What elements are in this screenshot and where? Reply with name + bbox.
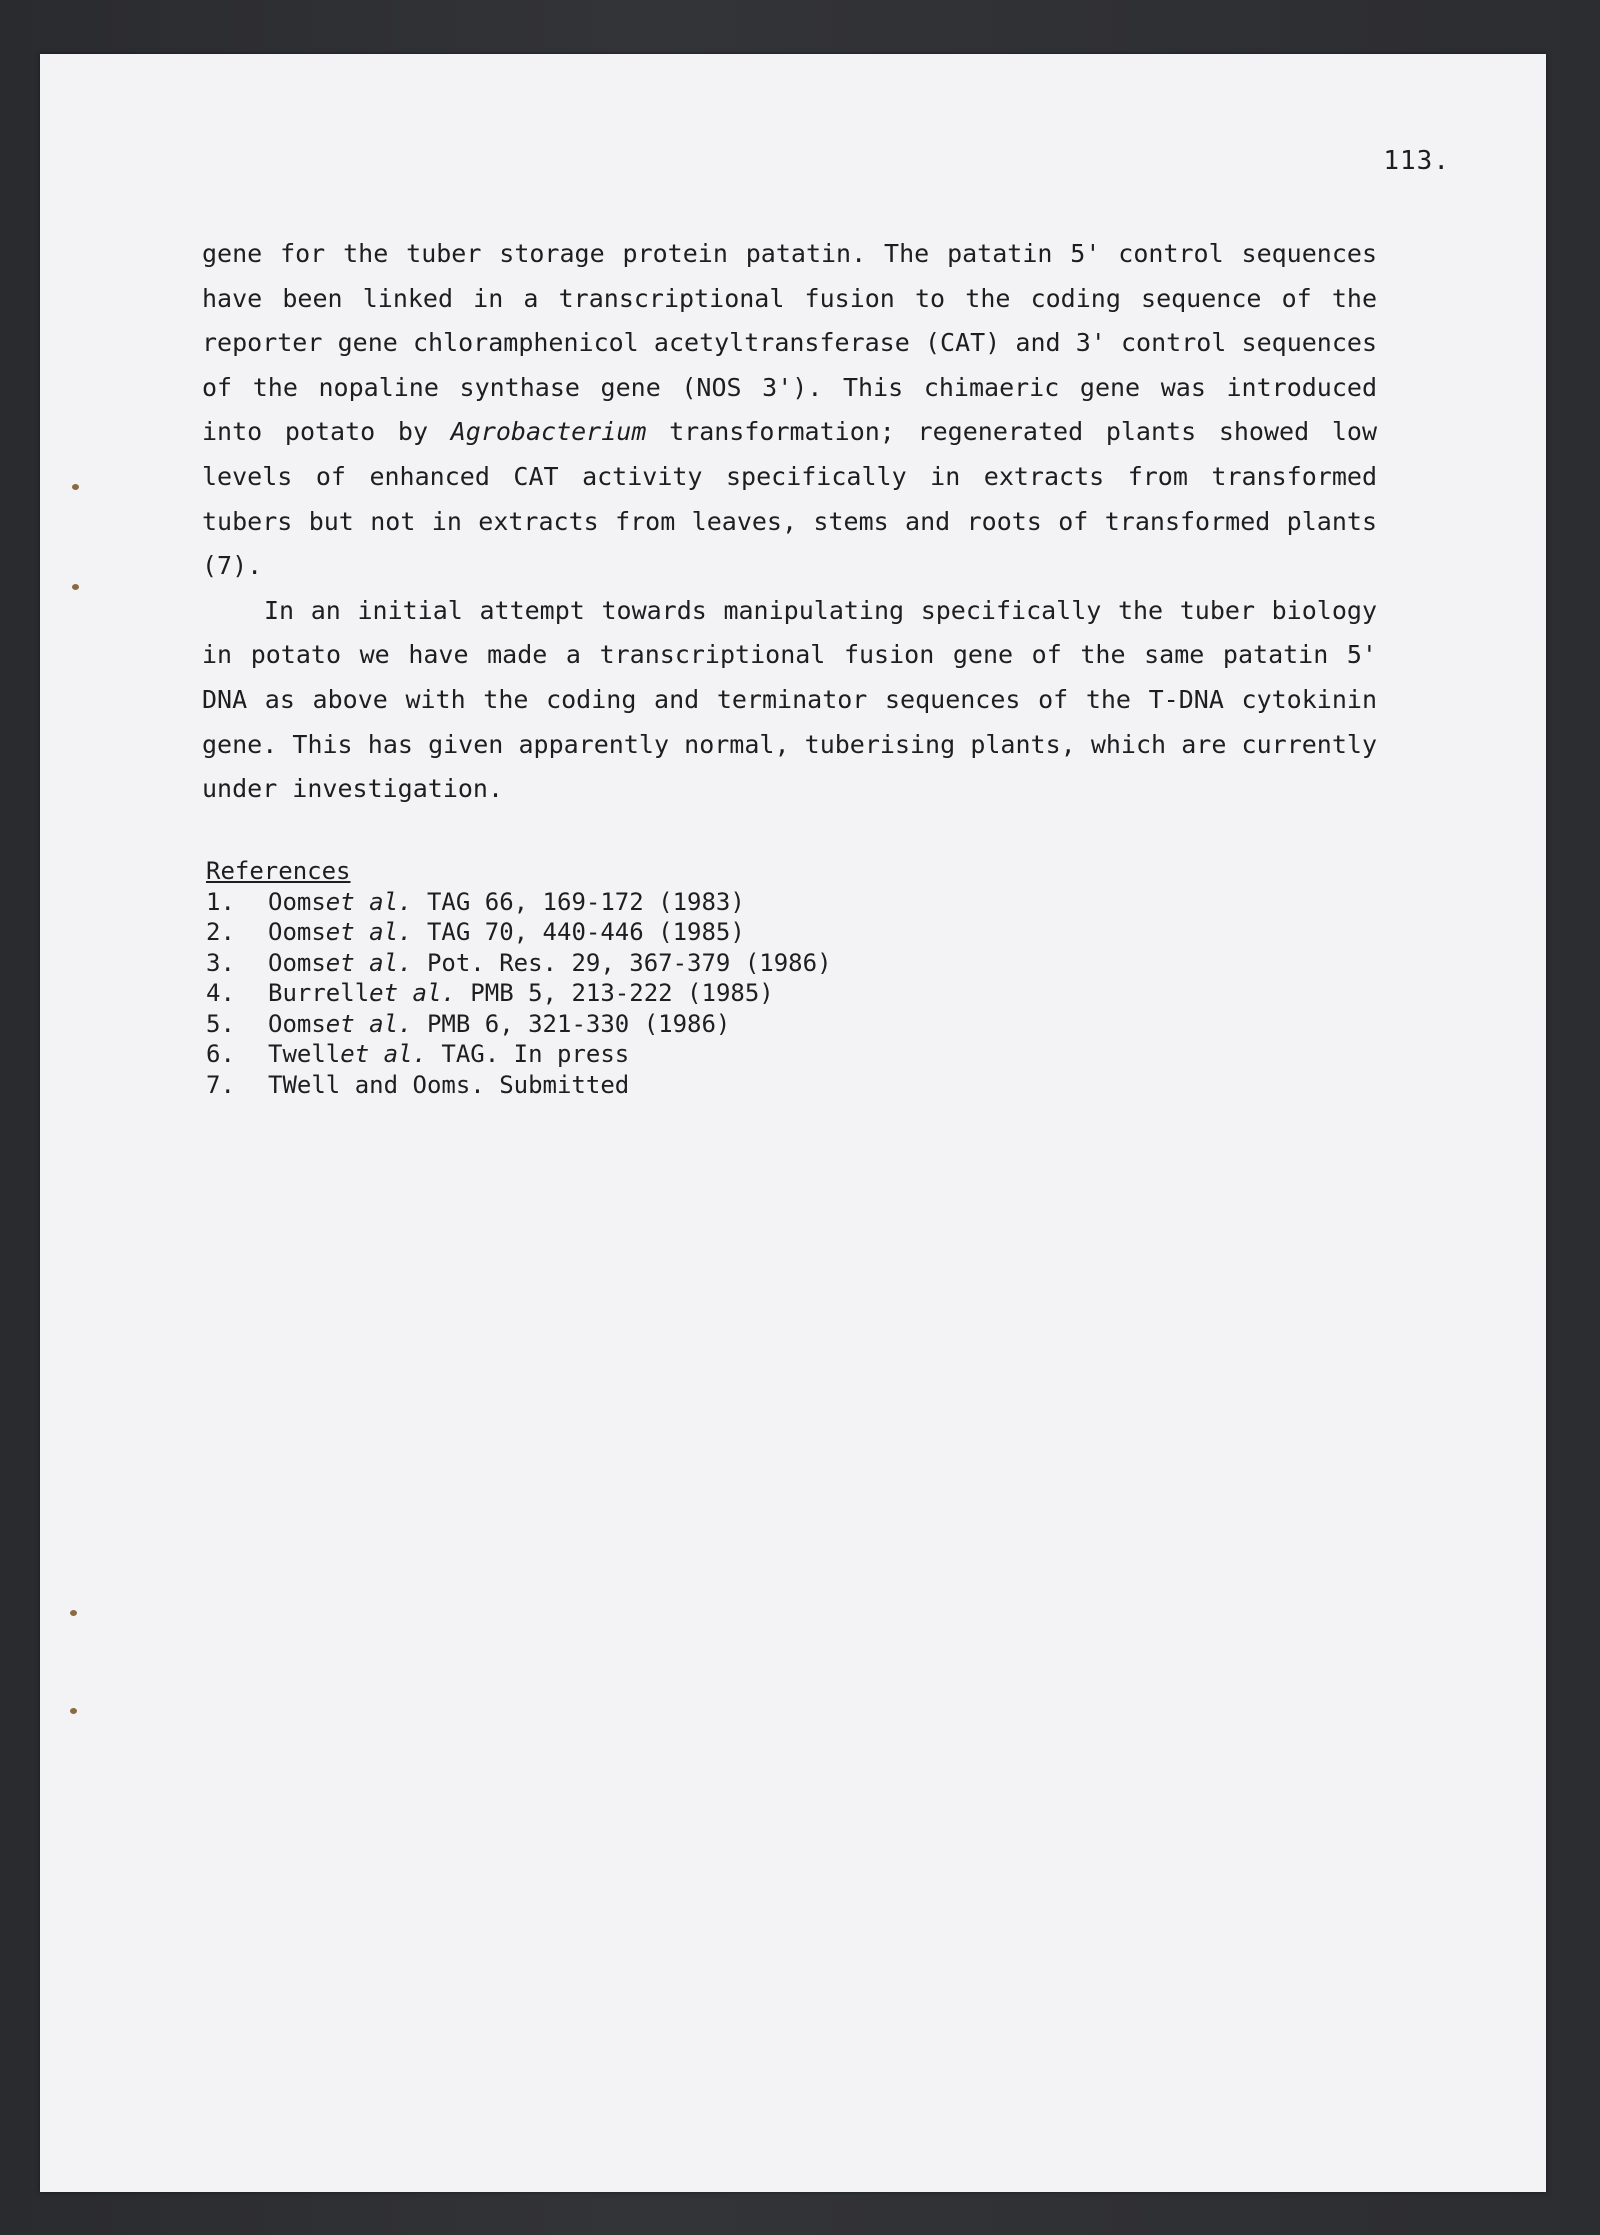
- reference-number: 1.: [206, 887, 235, 916]
- reference-citation: PMB 5, 213-222 (1985): [455, 979, 774, 1007]
- document-page: [40, 54, 1546, 2192]
- reference-number: 7.: [206, 1070, 235, 1099]
- text-run: In an initial attempt towards manipulating specifically the tuber biology in potato we have made a transcriptional fusion gene of the same patatin 5' DNA as above with the coding and terminator sequences of the T-DNA cytokinin gene. This has given apparently normal, tuberising plants, which are currently under investigation.: [202, 595, 1377, 804]
- paragraph: [202, 589, 1377, 812]
- reference-item: [206, 948, 1006, 979]
- reference-number: 4.: [206, 979, 235, 1007]
- punch-hole-mark: [72, 484, 79, 490]
- punch-hole-mark: [72, 584, 79, 590]
- reference-citation: Pot. Res. 29, 367-379 (1986): [412, 948, 832, 977]
- body-text: [202, 232, 1377, 812]
- reference-etal: et al.: [325, 887, 413, 916]
- reference-author: Ooms: [268, 1009, 326, 1038]
- reference-etal: et al.: [325, 918, 413, 946]
- reference-citation: TAG. In press: [426, 1040, 630, 1068]
- reference-item: [206, 1070, 1006, 1101]
- references-list: [206, 887, 1006, 1101]
- text-run: transformation; regenerated plants showed low levels of enhanced CAT activity specifically in extracts from transformed tubers but not in extracts from leaves, stems and roots of transformed plants (7).: [202, 417, 1377, 581]
- reference-item: [206, 1039, 1006, 1070]
- reference-item: [206, 1009, 1006, 1040]
- reference-item: [206, 978, 1006, 1009]
- reference-author: Twell: [268, 1040, 341, 1068]
- reference-item: [206, 887, 1006, 918]
- reference-citation: PMB 6, 321-330 (1986): [412, 1009, 731, 1038]
- page-number: 113.: [1383, 146, 1450, 176]
- italic-text-run: Agrobacterium: [450, 417, 647, 447]
- reference-citation: TAG 70, 440-446 (1985): [412, 918, 745, 946]
- reference-etal: et al.: [369, 979, 456, 1007]
- reference-number: 3.: [206, 948, 235, 977]
- punch-hole-mark: [70, 1708, 77, 1714]
- reference-number: 6.: [206, 1040, 235, 1068]
- reference-number: 2.: [206, 918, 235, 946]
- punch-hole-mark: [70, 1610, 77, 1616]
- reference-etal: et al.: [325, 1009, 413, 1038]
- reference-citation: TAG 66, 169-172 (1983): [412, 887, 745, 916]
- reference-etal: et al.: [325, 948, 413, 977]
- text-run: gene for the tuber storage protein patatin. The patatin 5' control sequences have been linked in a transcriptional fusion to the coding sequence of the reporter gene chloramphenicol acetyltransferase (CAT) and 3' control sequences of the nopaline synthase gene (NOS 3'). This chimaeric gene was introduced into potato by: [202, 239, 1377, 447]
- reference-etal: et al.: [340, 1040, 427, 1068]
- reference-item: [206, 917, 1006, 948]
- reference-author: TWell and Ooms. Submitted: [268, 1070, 630, 1099]
- reference-author: Burrell: [268, 979, 370, 1007]
- reference-author: Ooms: [268, 887, 326, 916]
- reference-author: Ooms: [268, 948, 326, 977]
- references-section: [206, 856, 1006, 1100]
- reference-number: 5.: [206, 1009, 235, 1038]
- reference-author: Ooms: [268, 918, 326, 946]
- paragraph: [202, 232, 1377, 589]
- references-heading: References: [206, 857, 351, 885]
